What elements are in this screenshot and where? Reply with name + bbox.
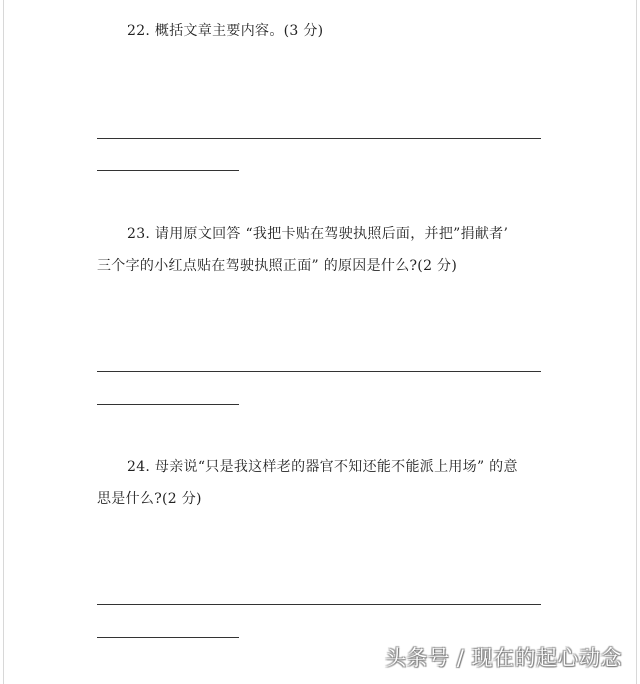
question-22-answer-line-1 [97,138,541,139]
question-22-line-1: 22. 概括文章主要内容。(3 分) [127,23,324,39]
question-23-line-2: 三个字的小红点贴在驾驶执照正面” 的原因是什么?(2 分) [97,258,458,274]
question-24-line-2: 思是什么?(2 分) [97,491,202,507]
question-23-answer-line-2 [97,404,239,405]
question-22-answer-line-2 [97,170,239,171]
page-border-left [3,0,4,684]
watermark-text: 头条号 / 现在的起心动念 [385,646,622,670]
page-border-right [636,0,637,684]
question-24-answer-line-2 [97,637,239,638]
question-24-line-1: 24. 母亲说“只是我这样老的器官不知还能不能派上用场” 的意 [127,459,518,475]
question-23-line-1: 23. 请用原文回答 “我把卡贴在驾驶执照后面，并把”捐献者’ [127,226,509,242]
question-24-answer-line-1 [97,604,541,605]
question-23-answer-line-1 [97,371,541,372]
